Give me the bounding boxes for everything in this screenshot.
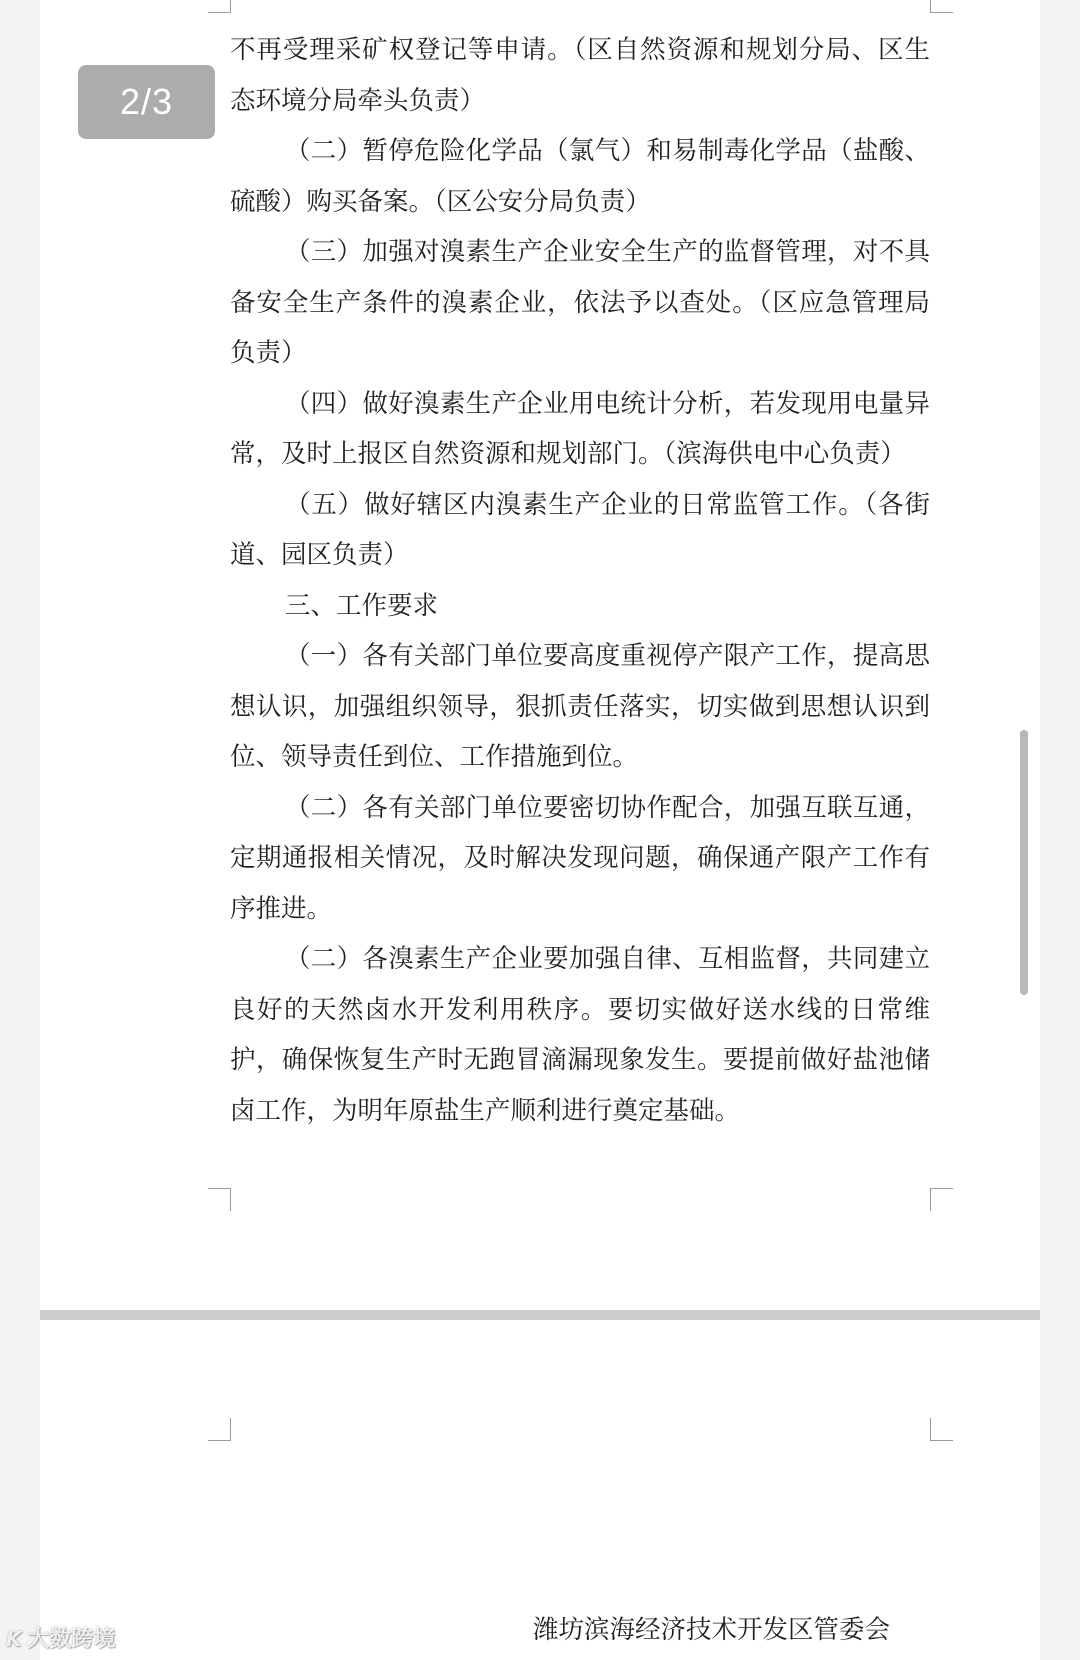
page-corner-mark [208, 1188, 231, 1211]
document-page-3 [40, 1320, 1040, 1660]
paragraph-item-5: （五）做好辖区内溴素生产企业的日常监管工作。（各街道、园区负责） [230, 489, 930, 570]
requirement-item-2: （二）各有关部门单位要密切协作配合，加强互联互通，定期通报相关情况，及时解决发现问题，确保通产限产工作有序推进。 [230, 792, 930, 924]
page-corner-mark [208, 0, 231, 13]
issuing-authority: 潍坊滨海经济技术开发区管委会 [532, 1615, 890, 1645]
paragraph-continuation: 不再受理采矿权登记等申请。（区自然资源和规划分局、区生态环境分局牵头负责） [230, 35, 930, 116]
requirement-item-1: （一）各有关部门单位要高度重视停产限产工作，提高思想认识，加强组织领导，狠抓责任落实，切实做到思想认识到位、领导责任到位、工作措施到位。 [230, 641, 930, 772]
document-page-2 [40, 0, 1040, 1310]
page-corner-mark [930, 1418, 953, 1441]
viewer-left-margin [0, 0, 40, 1660]
vertical-scrollbar[interactable] [1020, 730, 1028, 995]
page-corner-mark [208, 1418, 231, 1441]
paragraph-item-4: （四）做好溴素生产企业用电统计分析，若发现用电量异常，及时上报区自然资源和规划部门。（滨海供电中心负责） [230, 388, 930, 469]
page-indicator-badge: 2/3 [78, 65, 215, 139]
page-corner-mark [930, 0, 953, 13]
page-body-text [230, 25, 930, 1136]
watermark-logo-icon: K [6, 1627, 22, 1651]
section-heading-work-requirements: 三、工作要求 [285, 590, 439, 621]
page-break-divider [40, 1310, 1040, 1320]
paragraph-item-3: （三）加强对溴素生产企业安全生产的监督管理，对不具备安全生产条件的溴素企业，依法予以查处。（区应急管理局负责） [230, 237, 930, 368]
page-corner-mark [930, 1188, 953, 1211]
watermark-text: 大数跨境 [27, 1627, 116, 1652]
watermark [6, 1622, 116, 1653]
paragraph-item-2: （二）暂停危险化学品（氯气）和易制毒化学品（盐酸、硫酸）购买备案。（区公安分局负责） [230, 136, 930, 217]
viewer-right-margin [1040, 0, 1080, 1660]
requirement-item-3: （二）各溴素生产企业要加强自律、互相监督，共同建立良好的天然卤水开发利用秩序。要切实做好送水线的日常维护，确保恢复生产时无跑冒滴漏现象发生。要提前做好盐池储卤工作，为明年原盐生产顺利进行奠定基础。 [230, 944, 930, 1126]
